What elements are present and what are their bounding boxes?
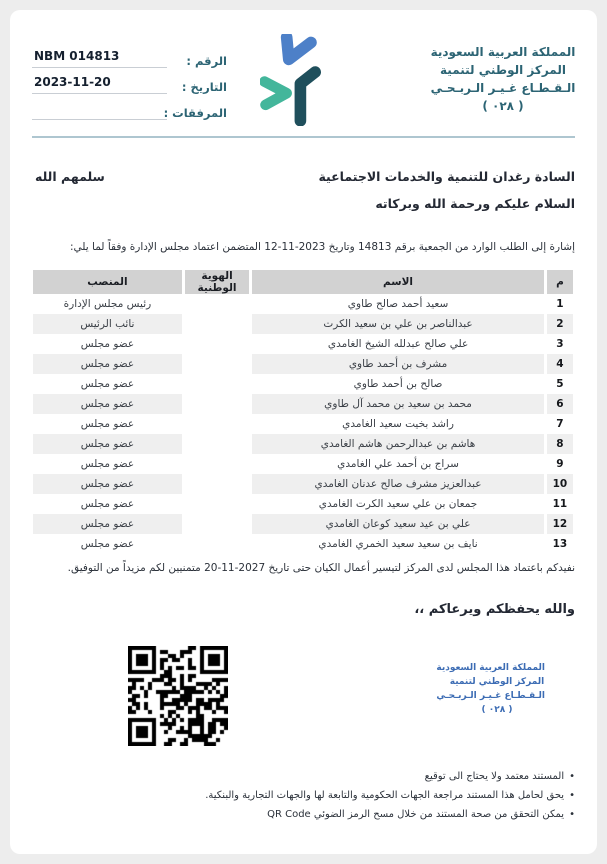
cell-no: 12 [547, 514, 573, 534]
table-row [33, 474, 573, 494]
org-line-center: المركز الوطني لتنمية [440, 63, 566, 77]
footer-notes [32, 767, 575, 824]
cell-position: عضو مجلس [33, 354, 182, 374]
col-header-name: الاسم [252, 270, 544, 294]
cell-no: 11 [552, 498, 568, 510]
org-line-code: ( ٠٢٨ ) [482, 99, 524, 113]
cell-national-id [185, 334, 249, 354]
cell-name: راشد بخيت سعيد الغامدي [342, 418, 454, 430]
cell-national-id [185, 414, 249, 434]
stamp-line-sector: الـقـطـاع غـيـر الـربـحـي [436, 690, 545, 701]
number-label: الرقم : [186, 54, 227, 68]
cell-position: نائب الرئيس [33, 314, 182, 334]
cell-name: علي صالح عبدلله الشيخ الغامدي [327, 338, 469, 350]
cell-no: 8 [547, 434, 573, 454]
attachments-value [32, 101, 167, 120]
salutation-side: سلمهم الله [35, 169, 105, 184]
table-row [33, 314, 573, 334]
recipient-line: السادة رغدان للتنمية والخدمات الاجتماعية [318, 169, 575, 184]
table-row [33, 434, 573, 454]
letter-document [10, 10, 597, 854]
cell-position: رئيس مجلس الإدارة [63, 298, 152, 310]
cell-position: عضو مجلس [80, 378, 135, 390]
table-row [33, 294, 573, 314]
qr-code [128, 646, 228, 746]
cell-national-id [185, 294, 249, 314]
table-row [33, 394, 573, 414]
stamp-line-center: المركز الوطني لتنمية [449, 676, 545, 687]
table-row [33, 454, 573, 474]
cell-national-id [185, 374, 249, 394]
table-row [33, 494, 573, 514]
reference-sentence: إشارة إلى الطلب الوارد من الجمعية برقم 14813 وتاريخ 2023-11-12 المتضمن اعتماد مجلس الإدارة وفقاً لما يلي: [69, 241, 575, 253]
cell-national-id [185, 534, 249, 554]
greeting-line: السلام عليكم ورحمة الله وبركاته [375, 196, 575, 211]
cell-name: سعيد أحمد صالح طاوي [347, 298, 449, 310]
cell-no: 7 [556, 418, 564, 430]
cell-no: 13 [552, 538, 568, 550]
closing-line: والله يحفظكم ويرعاكم ،، [414, 602, 575, 617]
cell-national-id [185, 474, 249, 494]
cell-no: 1 [556, 298, 564, 310]
cell-name: مشرف بن أحمد طاوي [252, 354, 544, 374]
footer-note: • يحق لحامل هذا المستند مراجعة الجهات الحكومية والتابعة لها والجهات التجارية والبنكية. [32, 786, 575, 805]
cell-no: 5 [556, 378, 564, 390]
table-row [33, 514, 573, 534]
footer-note: • المستند معتمد ولا يحتاج الى توقيع [32, 767, 575, 786]
cell-name: عبدالعزيز مشرف صالح عدنان الغامدي [252, 474, 544, 494]
field-row-date [32, 72, 227, 94]
cell-no: 6 [547, 394, 573, 414]
cell-national-id [185, 494, 249, 514]
conclusion-sentence: نفيدكم باعتماد هذا المجلس لدى المركز لتيسير أعمال الكيان حتى تاريخ 2027-11-20 متمنيين لكم مزيداً من التوفيق. [67, 562, 575, 574]
stamp-line-code: ( ٠٢٨ ) [481, 704, 513, 715]
cell-position: عضو مجلس [33, 514, 182, 534]
org-header-block [423, 43, 583, 115]
field-row-number [32, 46, 227, 68]
table-row [33, 534, 573, 554]
cell-national-id [185, 354, 249, 374]
cell-national-id [185, 314, 249, 334]
cell-no: 10 [547, 474, 573, 494]
org-line-country: المملكة العربية السعودية [430, 45, 576, 59]
cell-no: 9 [556, 458, 564, 470]
org-stamp-block [436, 662, 545, 718]
date-value: 2023-11-20 [32, 75, 167, 94]
table-row [33, 374, 573, 394]
cell-name: سراج بن أحمد علي الغامدي [337, 458, 459, 470]
cell-name: محمد بن سعيد بن محمد آل طاوي [252, 394, 544, 414]
cell-name: نايف بن سعيد سعيد الخمري الغامدي [318, 538, 478, 550]
attachments-label: المرفقات : [163, 106, 227, 120]
header-divider [32, 136, 575, 138]
org-line-sector: الـقـطـاع غـيـر الـربـحـي [430, 81, 576, 95]
table-row [33, 414, 573, 434]
reference-fields [32, 46, 227, 124]
cell-position: عضو مجلس [80, 458, 135, 470]
number-value: NBM 014813 [32, 49, 167, 68]
cell-name: صالح بن أحمد طاوي [353, 378, 443, 390]
cell-position: عضو مجلس [33, 474, 182, 494]
cell-no: 2 [547, 314, 573, 334]
col-header-no: م [547, 270, 573, 294]
date-label: التاريخ : [181, 80, 227, 94]
table-row [33, 354, 573, 374]
cell-no: 3 [556, 338, 564, 350]
col-header-pos: المنصب [33, 270, 182, 294]
cell-national-id [185, 454, 249, 474]
table-row [33, 334, 573, 354]
cell-no: 4 [547, 354, 573, 374]
cell-national-id [185, 514, 249, 534]
cell-name: جمعان بن علي سعيد الكرت الغامدي [318, 498, 478, 510]
cell-national-id [185, 434, 249, 454]
cell-position: عضو مجلس [80, 418, 135, 430]
col-header-id: الهوية الوطنية [185, 270, 249, 294]
board-members-table-wrap [30, 270, 576, 554]
cell-position: عضو مجلس [80, 498, 135, 510]
cell-name: علي بن عيد سعيد كوعان الغامدي [252, 514, 544, 534]
ncnp-logo-icon [260, 34, 326, 126]
field-row-attachments [32, 98, 227, 120]
cell-national-id [185, 394, 249, 414]
cell-position: عضو مجلس [33, 434, 182, 454]
table-header-row [33, 270, 573, 294]
cell-position: عضو مجلس [33, 394, 182, 414]
board-members-table [30, 270, 576, 554]
cell-position: عضو مجلس [80, 538, 135, 550]
cell-name: عبدالناصر بن علي بن سعيد الكرت [252, 314, 544, 334]
footer-note: • يمكن التحقق من صحة المستند من خلال مسح الرمز الضوئي QR Code [32, 805, 575, 824]
cell-name: هاشم بن عبدالرحمن هاشم الغامدي [252, 434, 544, 454]
cell-position: عضو مجلس [80, 338, 135, 350]
stamp-line-country: المملكة العربية السعودية [436, 663, 545, 673]
